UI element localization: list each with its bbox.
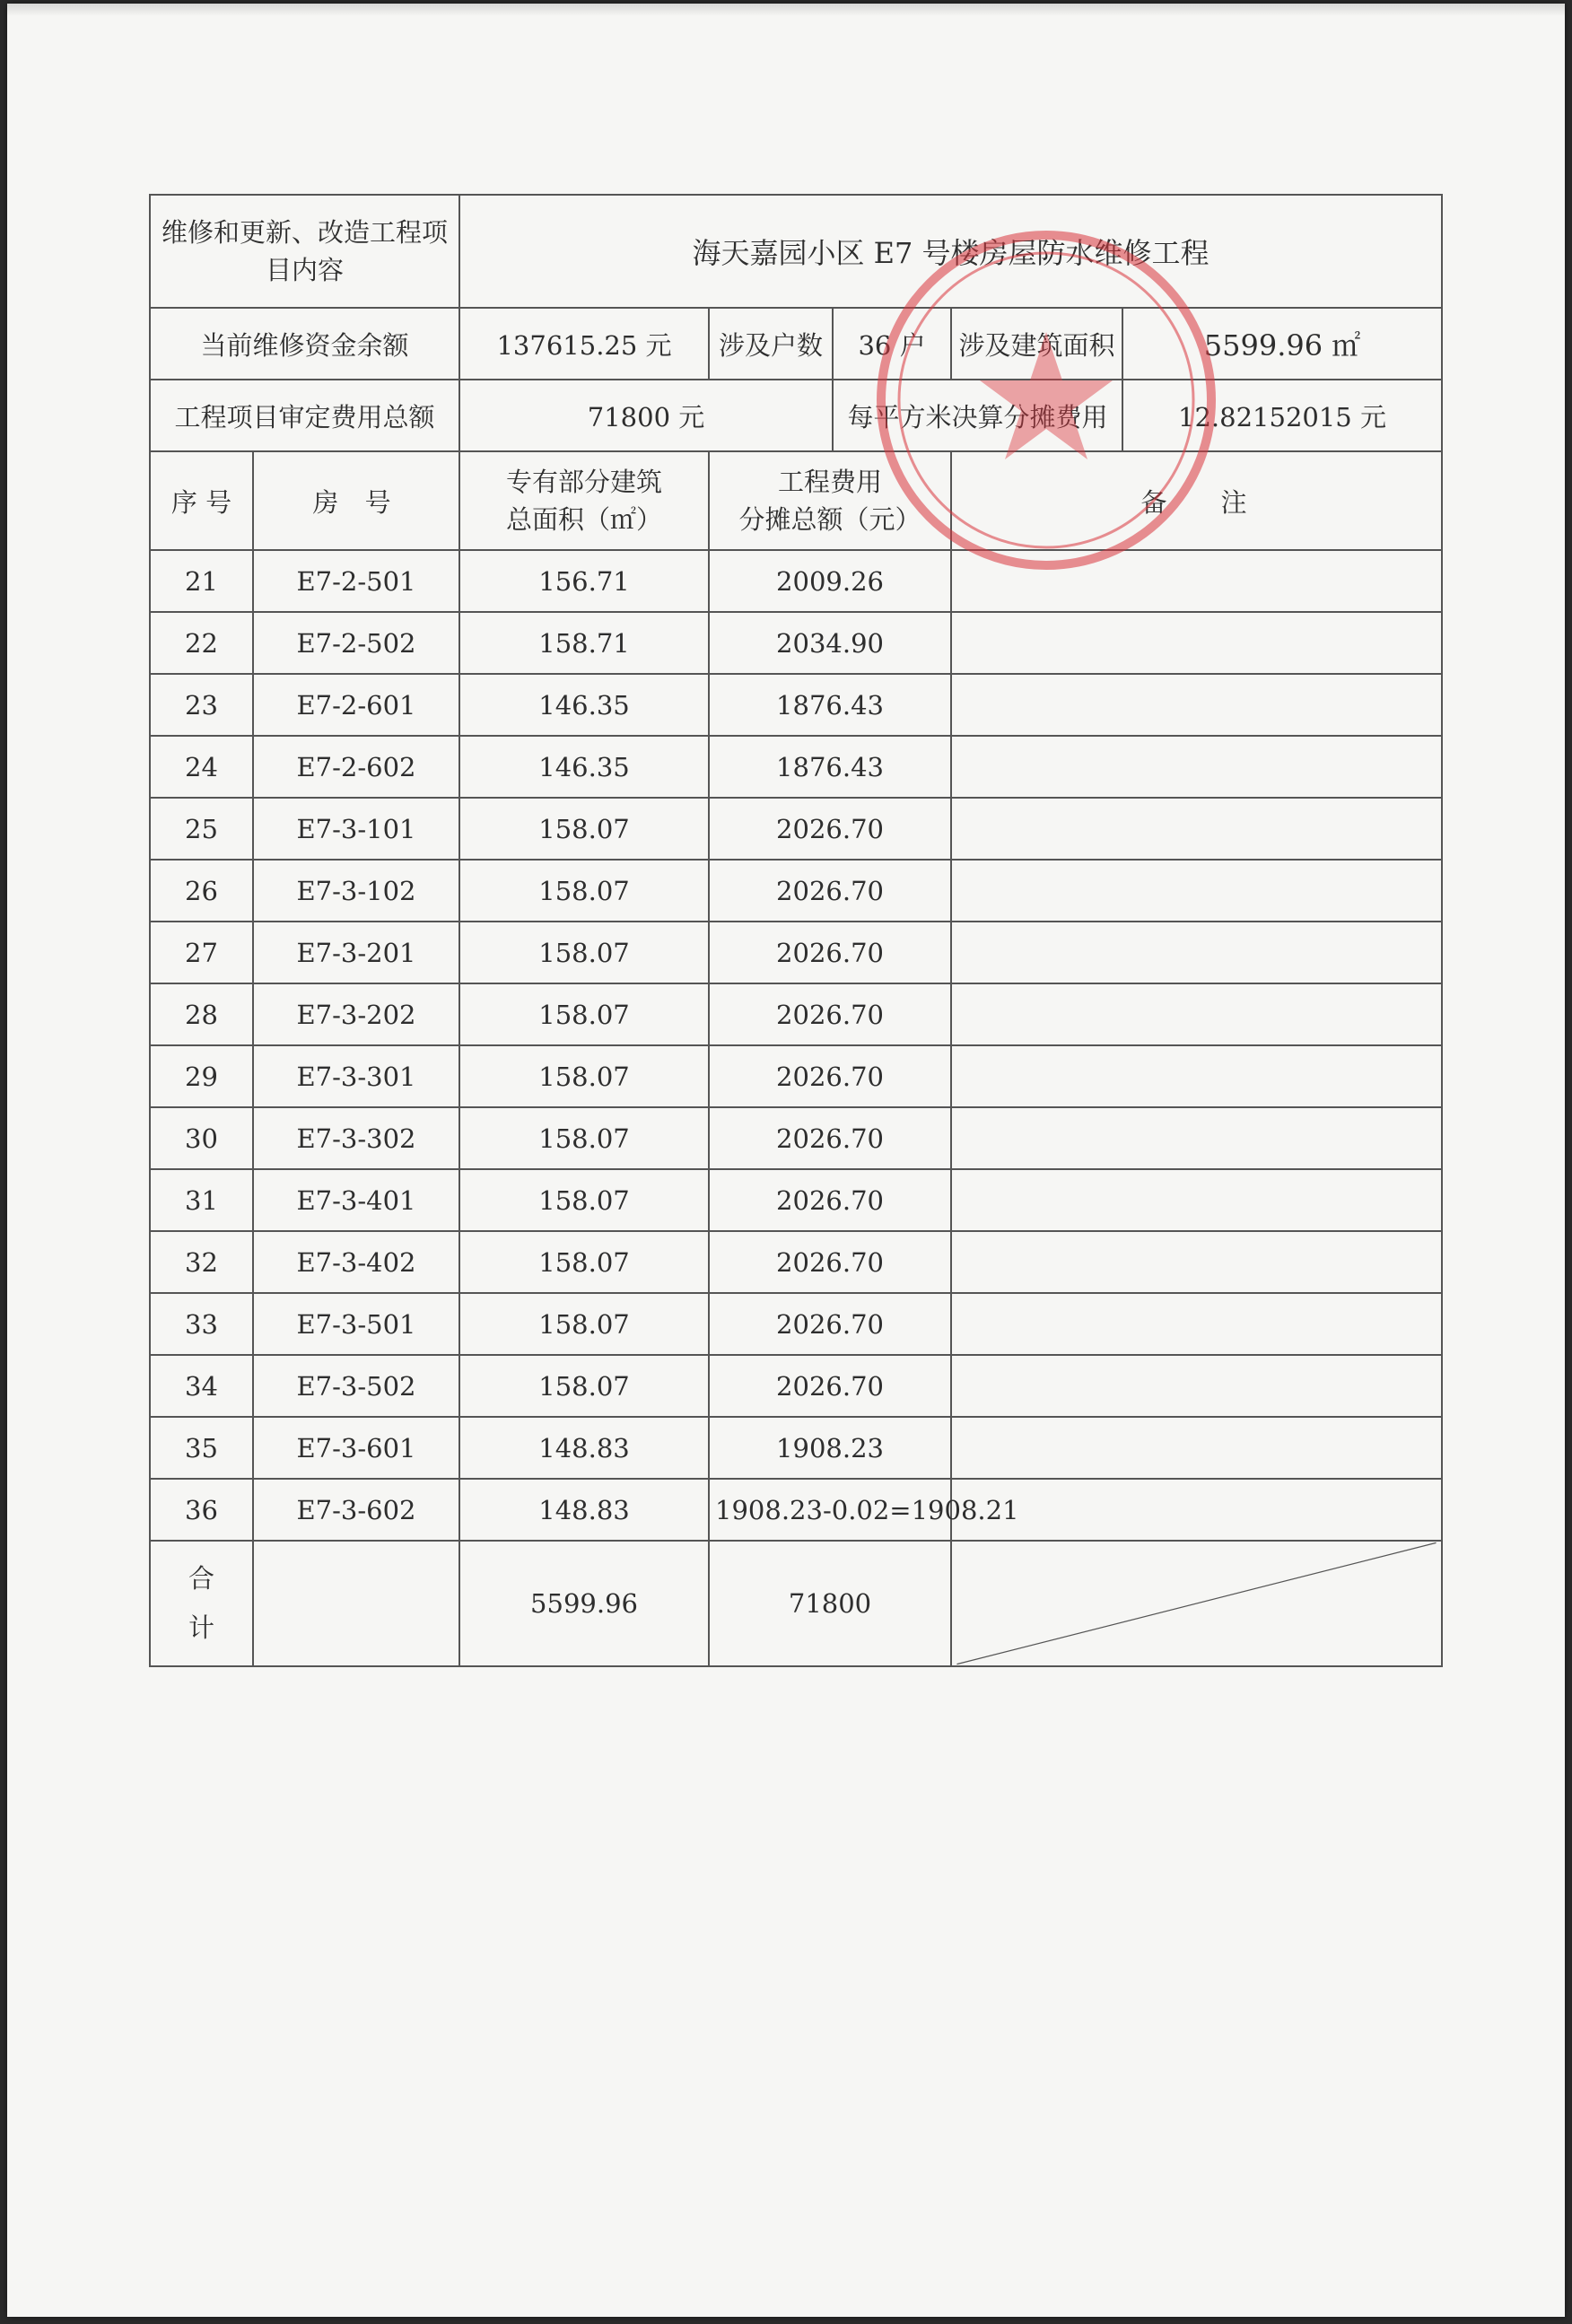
row-room: E7-3-301: [253, 1045, 459, 1107]
column-header-row: [150, 451, 1442, 550]
allocation-sheet: [149, 194, 1441, 1667]
row-room: E7-3-501: [253, 1293, 459, 1355]
balance-label: 当前维修资金余额: [150, 308, 459, 380]
table-row: [150, 1417, 1442, 1479]
row-seq: 31: [150, 1169, 253, 1231]
row-area: 146.35: [459, 674, 709, 736]
row-seq: 27: [150, 922, 253, 983]
header-seq: 序 号: [150, 451, 253, 550]
row-notes: [951, 1293, 1442, 1355]
row-area: 158.71: [459, 612, 709, 674]
row-room: E7-3-101: [253, 798, 459, 860]
cost-row: [150, 380, 1442, 451]
row-room: E7-3-102: [253, 860, 459, 922]
area-value: 5599.96 ㎡: [1122, 308, 1442, 380]
header-notes: 备注: [951, 451, 1442, 550]
row-room: E7-3-601: [253, 1417, 459, 1479]
table-row: [150, 1355, 1442, 1417]
header-fee-line2: 分摊总额（元）: [738, 504, 921, 535]
row-seq: 33: [150, 1293, 253, 1355]
row-fee: 2026.70: [709, 1231, 951, 1293]
row-area: 158.07: [459, 1045, 709, 1107]
total-notes-struck: [951, 1541, 1442, 1666]
header-area-line1: 专有部分建筑: [506, 466, 663, 497]
row-area: 158.07: [459, 798, 709, 860]
row-room: E7-3-502: [253, 1355, 459, 1417]
total-cost-value: 71800 元: [459, 380, 833, 451]
header-room: 房 号: [253, 451, 459, 550]
row-fee: 1908.23-0.02=1908.21: [709, 1479, 951, 1541]
row-area: 156.71: [459, 550, 709, 612]
row-seq: 28: [150, 983, 253, 1045]
row-seq: 36: [150, 1479, 253, 1541]
row-fee: 2026.70: [709, 1169, 951, 1231]
row-notes: [951, 1045, 1442, 1107]
total-cost-label: 工程项目审定费用总额: [150, 380, 459, 451]
table-row: [150, 550, 1442, 612]
project-row: [150, 195, 1442, 308]
row-room: E7-2-601: [253, 674, 459, 736]
row-area: 158.07: [459, 983, 709, 1045]
total-label-char2: 计: [188, 1612, 214, 1643]
row-room: E7-2-602: [253, 736, 459, 798]
header-area-line2: 总面积（㎡）: [506, 504, 663, 535]
row-area: 158.07: [459, 1293, 709, 1355]
row-room: E7-2-502: [253, 612, 459, 674]
row-room: E7-3-202: [253, 983, 459, 1045]
row-fee: 2026.70: [709, 983, 951, 1045]
row-fee: 2026.70: [709, 798, 951, 860]
row-fee: 2026.70: [709, 1355, 951, 1417]
header-area: [459, 451, 709, 550]
row-seq: 35: [150, 1417, 253, 1479]
row-notes: [951, 983, 1442, 1045]
row-notes: [951, 1231, 1442, 1293]
row-fee: 1876.43: [709, 736, 951, 798]
row-area: 158.07: [459, 1231, 709, 1293]
project-label: 维修和更新、改造工程项目内容: [150, 195, 459, 308]
row-room: E7-3-602: [253, 1479, 459, 1541]
row-area: 146.35: [459, 736, 709, 798]
row-fee: 1908.23: [709, 1417, 951, 1479]
row-notes: [951, 674, 1442, 736]
header-fee-line1: 工程费用: [778, 466, 883, 497]
table-row: [150, 1169, 1442, 1231]
row-seq: 21: [150, 550, 253, 612]
total-row: [150, 1541, 1442, 1666]
balance-value: 137615.25 元: [459, 308, 709, 380]
row-notes: [951, 1417, 1442, 1479]
row-notes: [951, 1169, 1442, 1231]
row-room: E7-3-401: [253, 1169, 459, 1231]
row-fee: 2026.70: [709, 1107, 951, 1169]
table-row: [150, 1231, 1442, 1293]
table-row: [150, 1045, 1442, 1107]
row-notes: [951, 922, 1442, 983]
row-seq: 32: [150, 1231, 253, 1293]
table-row: [150, 736, 1442, 798]
row-notes: [951, 798, 1442, 860]
row-notes: [951, 612, 1442, 674]
row-fee: 1876.43: [709, 674, 951, 736]
area-label: 涉及建筑面积: [951, 308, 1122, 380]
row-area: 148.83: [459, 1417, 709, 1479]
households-value: 36 户: [833, 308, 951, 380]
per-sqm-value: 12.82152015 元: [1122, 380, 1442, 451]
row-notes: [951, 550, 1442, 612]
row-fee: 2026.70: [709, 922, 951, 983]
row-notes: [951, 1107, 1442, 1169]
table-row: [150, 983, 1442, 1045]
row-room: E7-2-501: [253, 550, 459, 612]
total-fee: 71800: [709, 1541, 951, 1666]
row-notes: [951, 860, 1442, 922]
table-row: [150, 674, 1442, 736]
row-seq: 22: [150, 612, 253, 674]
row-notes: [951, 1355, 1442, 1417]
row-area: 158.07: [459, 1355, 709, 1417]
total-label: [150, 1541, 253, 1666]
row-seq: 29: [150, 1045, 253, 1107]
row-seq: 34: [150, 1355, 253, 1417]
total-room-empty: [253, 1541, 459, 1666]
row-seq: 30: [150, 1107, 253, 1169]
table-row: [150, 860, 1442, 922]
row-notes: [951, 1479, 1442, 1541]
table-row: [150, 922, 1442, 983]
row-area: 148.83: [459, 1479, 709, 1541]
table-row: [150, 612, 1442, 674]
row-fee: 2009.26: [709, 550, 951, 612]
row-area: 158.07: [459, 1107, 709, 1169]
row-seq: 23: [150, 674, 253, 736]
row-area: 158.07: [459, 1169, 709, 1231]
row-fee: 2026.70: [709, 1293, 951, 1355]
scan-shadow: [7, 4, 1565, 16]
document-page: [7, 4, 1565, 2317]
diagonal-strike: [952, 1542, 1441, 1665]
table-row: [150, 1107, 1442, 1169]
row-fee: 2034.90: [709, 612, 951, 674]
table-row: [150, 798, 1442, 860]
project-value: 海天嘉园小区 E7 号楼房屋防水维修工程: [459, 195, 1442, 308]
row-room: E7-3-402: [253, 1231, 459, 1293]
row-seq: 25: [150, 798, 253, 860]
row-seq: 24: [150, 736, 253, 798]
row-room: E7-3-302: [253, 1107, 459, 1169]
per-sqm-label: 每平方米决算分摊费用: [833, 380, 1122, 451]
header-fee: [709, 451, 951, 550]
row-seq: 26: [150, 860, 253, 922]
row-area: 158.07: [459, 922, 709, 983]
households-label: 涉及户数: [709, 308, 833, 380]
fund-row: [150, 308, 1442, 380]
total-label-char1: 合: [188, 1562, 214, 1594]
row-notes: [951, 736, 1442, 798]
table-row: [150, 1479, 1442, 1541]
total-area: 5599.96: [459, 1541, 709, 1666]
row-room: E7-3-201: [253, 922, 459, 983]
row-fee: 2026.70: [709, 1045, 951, 1107]
table-row: [150, 1293, 1442, 1355]
data-rows: [150, 550, 1442, 1541]
allocation-table: [149, 194, 1443, 1667]
row-fee: 2026.70: [709, 860, 951, 922]
row-area: 158.07: [459, 860, 709, 922]
